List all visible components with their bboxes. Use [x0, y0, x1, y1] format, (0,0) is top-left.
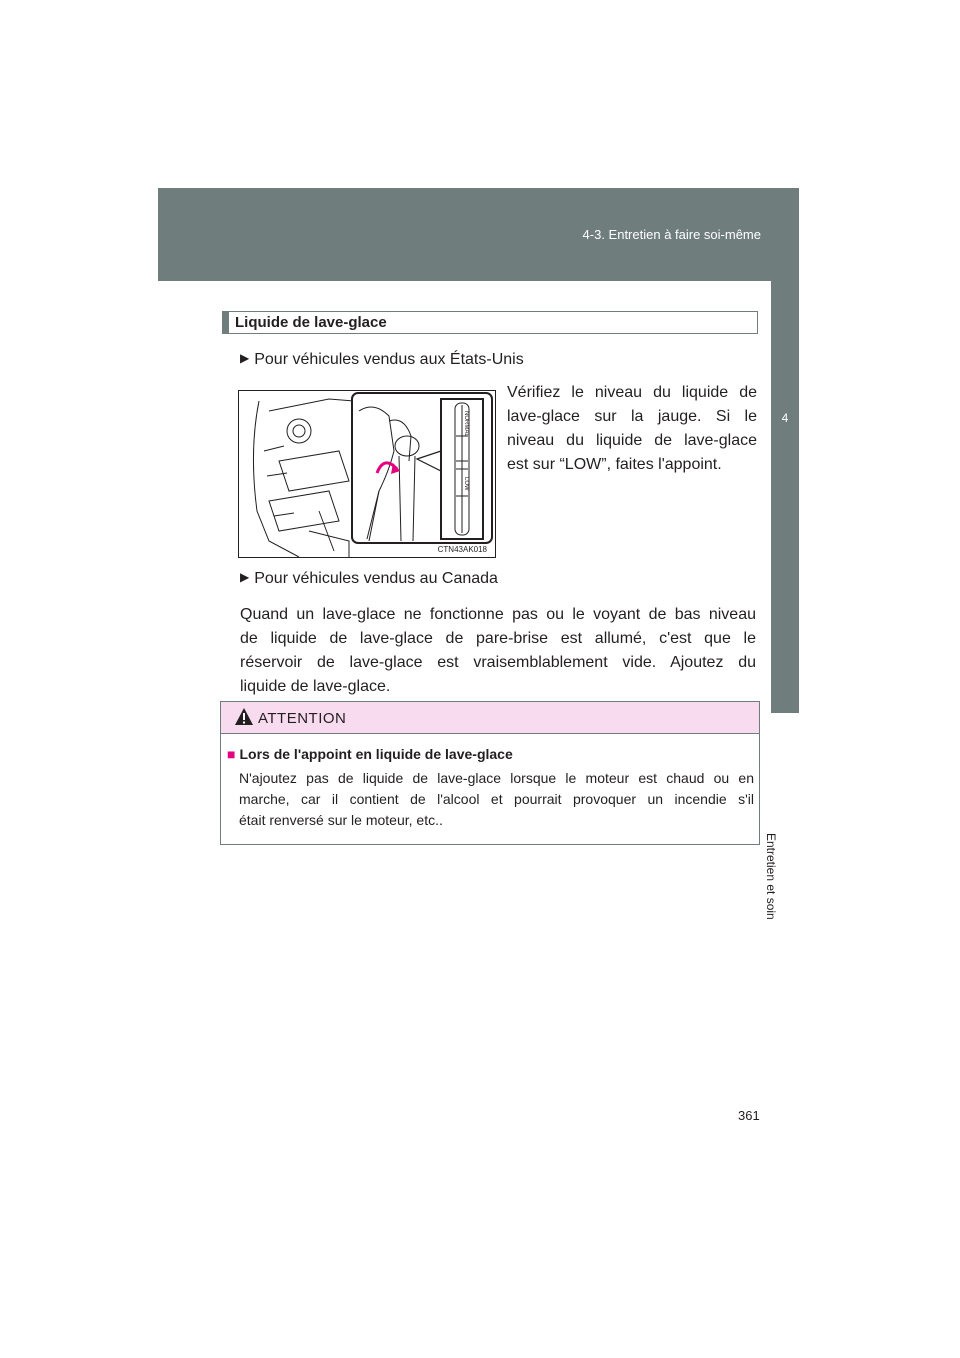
- usa-paragraph: [507, 381, 757, 477]
- canada-line: de liquide de lave-glace de pare-brise est allumé, c'est que le: [240, 630, 756, 647]
- usa-bullet: [240, 351, 524, 369]
- canada-line: réservoir de lave-glace est vraisemblablement vide. Ajoutez du: [240, 654, 756, 671]
- triangle-bullet-icon: ▶: [240, 570, 250, 584]
- warning-triangle-icon: [234, 707, 254, 727]
- header-section-title: 4-3. Entretien à faire soi-même: [582, 227, 761, 242]
- triangle-bullet-icon: ▶: [240, 351, 250, 365]
- usa-line: est sur “LOW”, faites l'appoint.: [507, 456, 722, 473]
- square-bullet-icon: ■: [227, 746, 236, 762]
- canada-line: Quand un lave-glace ne fonctionne pas ou le voyant de bas niveau: [240, 606, 756, 623]
- usa-bullet-text: Pour véhicules vendus aux États-Unis: [254, 351, 524, 368]
- gauge-low-label: LOW: [463, 477, 469, 491]
- engine-illustration: [239, 391, 496, 558]
- canada-bullet: [240, 570, 498, 588]
- page-number: 361: [738, 1108, 760, 1123]
- chapter-tab: [771, 281, 799, 713]
- warning-line: N'ajoutez pas de liquide de lave-glace lorsque le moteur est chaud ou en: [239, 770, 754, 786]
- usa-line: Vérifiez le niveau du liquide de: [507, 384, 757, 401]
- figure-code: CTN43AK018: [437, 545, 487, 554]
- section-title: Liquide de lave-glace: [235, 314, 387, 331]
- header-band: [158, 188, 799, 281]
- warning-line: était renversé sur le moteur, etc..: [239, 812, 443, 828]
- chapter-label: Entretien et soin: [764, 833, 778, 920]
- warning-header: [221, 702, 759, 734]
- canada-bullet-text: Pour véhicules vendus au Canada: [254, 570, 498, 587]
- canada-paragraph: [240, 603, 756, 699]
- chapter-label-area: [764, 713, 799, 920]
- usa-line: lave-glace sur la jauge. Si le: [507, 408, 757, 425]
- usa-line: niveau du liquide de lave-glace: [507, 432, 757, 449]
- warning-subtitle: Lors de l'appoint en liquide de lave-glace: [239, 746, 513, 762]
- gauge-normal-label: NORMAL: [463, 411, 469, 437]
- warning-subtitle-row: [227, 746, 513, 762]
- warning-title: ATTENTION: [258, 710, 347, 727]
- section-heading: [222, 311, 758, 334]
- warning-line: marche, car il contient de l'alcool et pourrait provoquer un incendie s'il: [239, 791, 754, 807]
- washer-reservoir-figure: [238, 390, 496, 558]
- chapter-number: 4: [781, 411, 789, 425]
- heading-bar: [223, 312, 229, 333]
- warning-box: [220, 701, 760, 845]
- warning-body: [239, 768, 754, 831]
- canada-line: liquide de lave-glace.: [240, 678, 391, 695]
